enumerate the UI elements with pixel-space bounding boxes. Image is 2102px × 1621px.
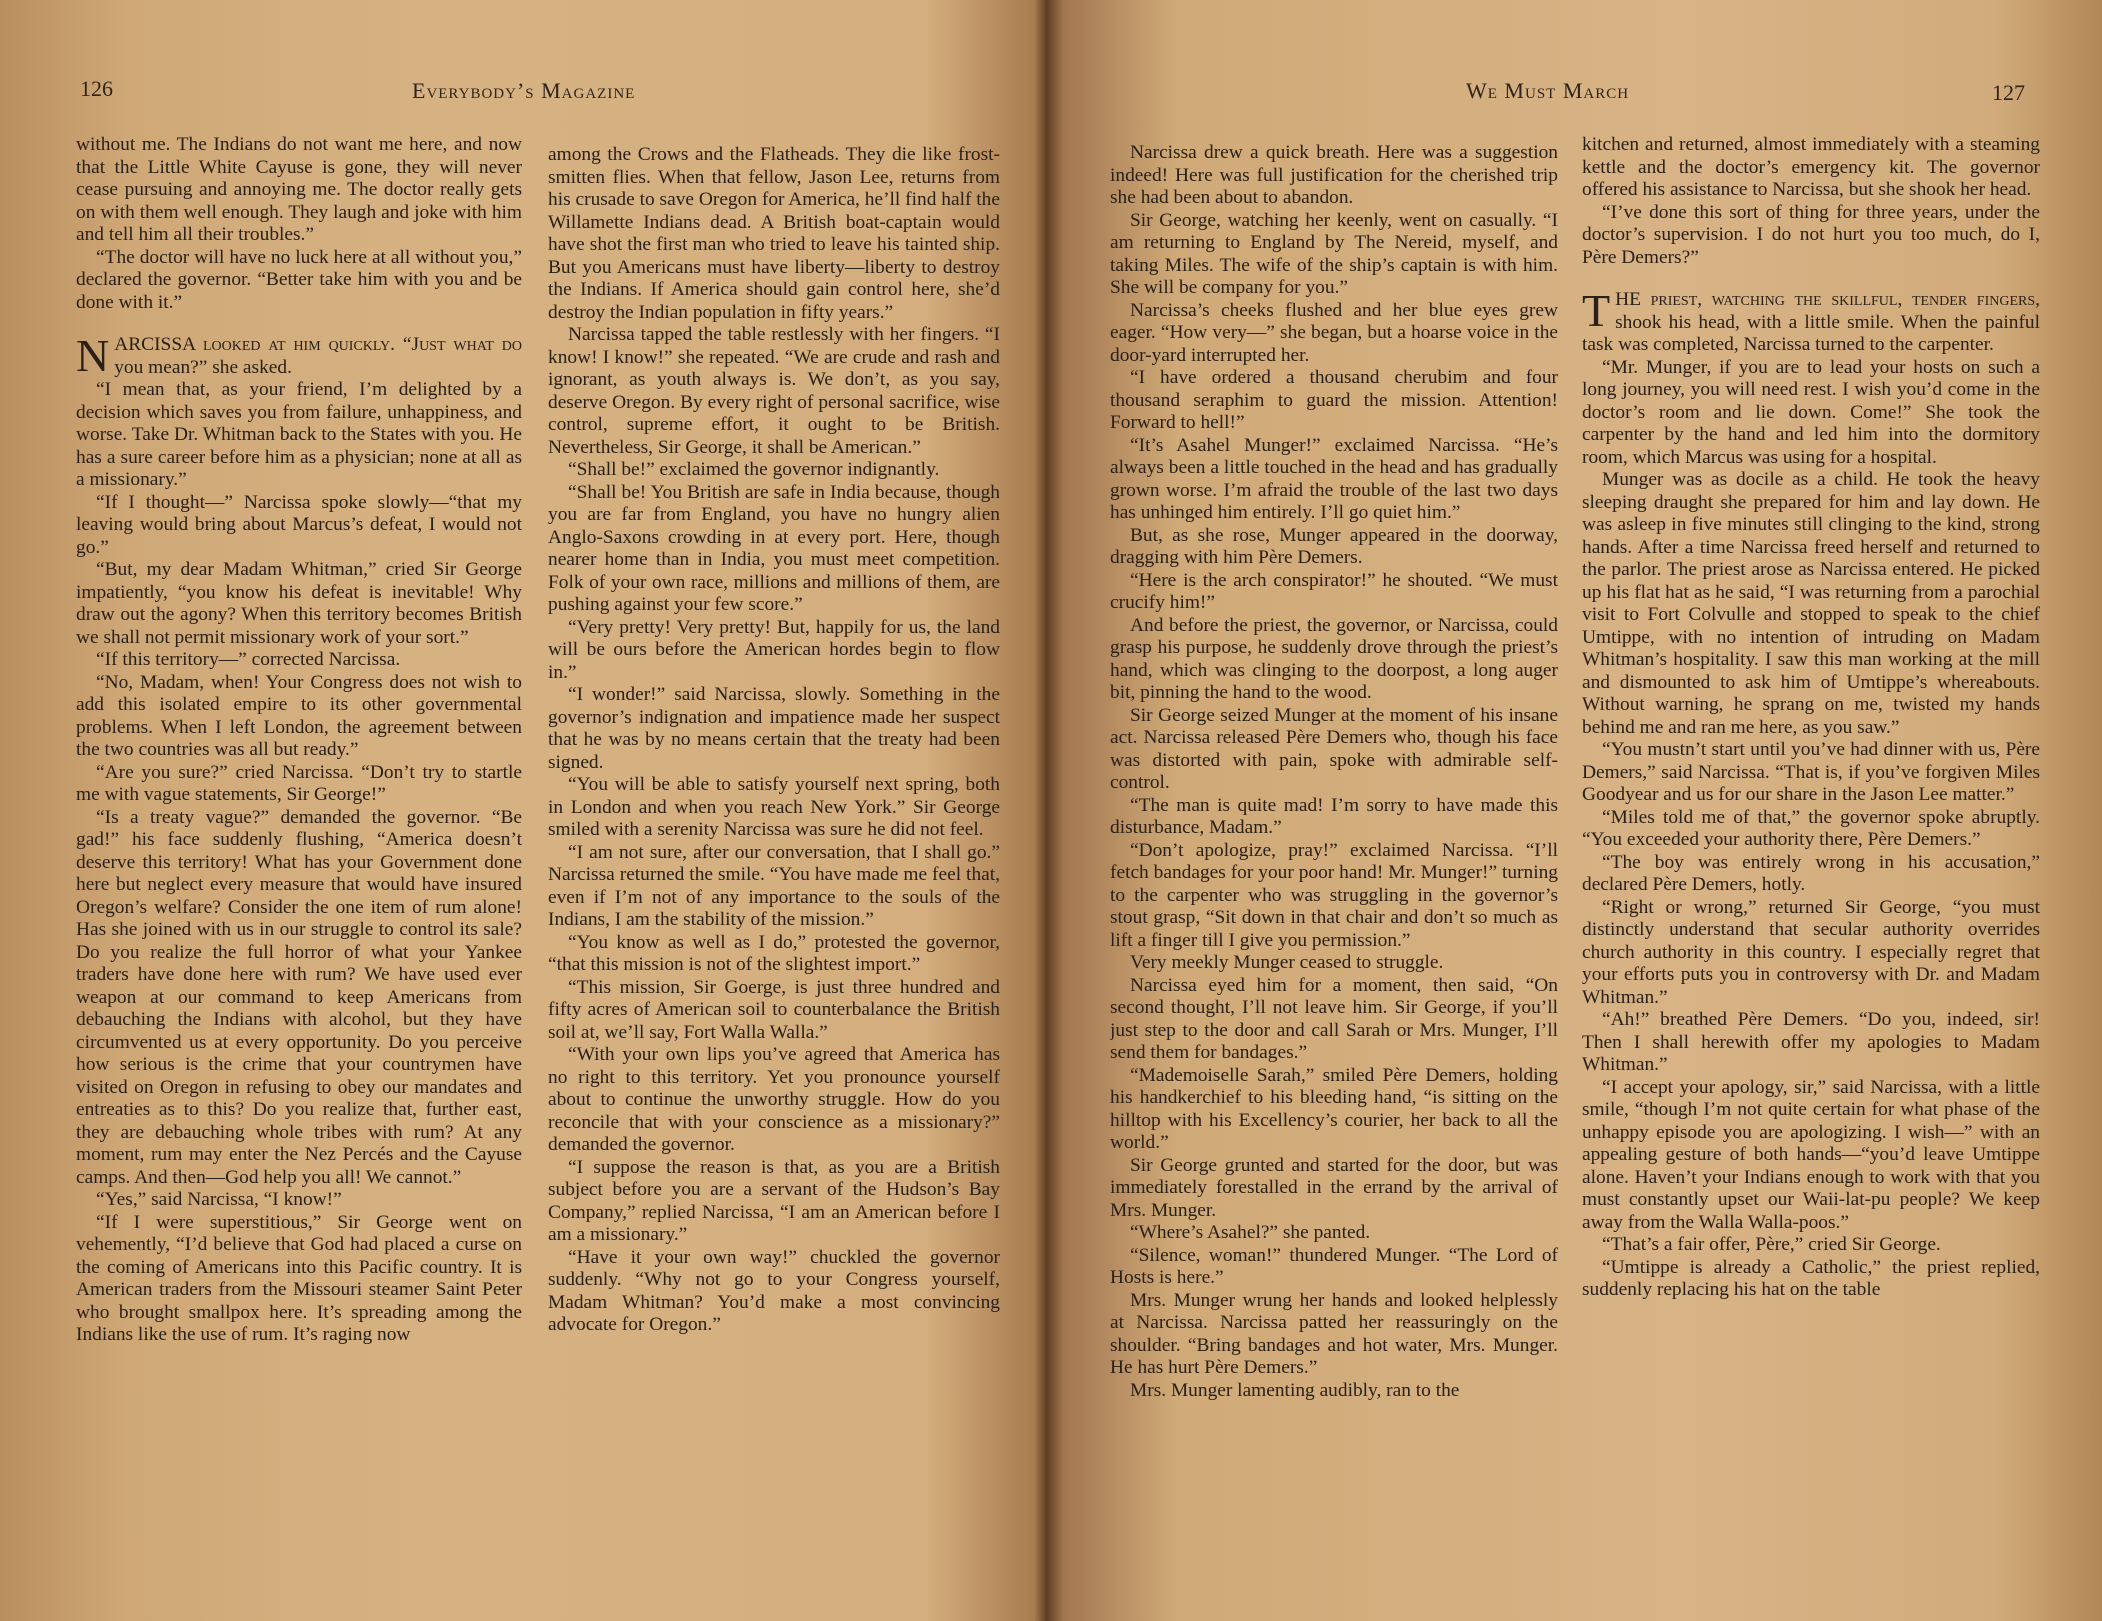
- paragraph: “I accept your apology, sir,” said Narcissa, with a little smile, “though I’m not quite certain for what phase of the unhappy episode you are apologizing. I wish—” with an appealing gesture of both hands—“you’d leave Umtippe alone. Haven’t your Indians enough to work with that you must constantly upset our Waii-lat-pu people? We keep away from the Walla Walla-poos.”: [1582, 1076, 2040, 1233]
- paragraph: “No, Madam, when! Your Congress does not wish to add this isolated empire to its other governmental problems. When I left London, the agreement between the two countries was all but ready.”: [76, 671, 522, 760]
- paragraph: “The man is quite mad! I’m sorry to have made this disturbance, Madam.”: [1110, 794, 1558, 838]
- page-number: 127: [1992, 80, 2025, 105]
- paragraph: “I mean that, as your friend, I’m delighted by a decision which saves you from failure, unhappiness, and worse. Take Dr. Whitman back to the States with you. He has a sure career before him as a physician; none at all as a missionary.”: [76, 379, 522, 490]
- running-head: We Must March: [1466, 78, 1630, 103]
- paragraph: “If this territory—” corrected Narcissa.: [96, 649, 401, 670]
- paragraph: But, as she rose, Munger appeared in the doorway, dragging with him Père Demers.: [1110, 524, 1558, 568]
- paragraph: “Right or wrong,” returned Sir George, “you must distinctly understand that secular authority overrides church authority in this country. I especially regret that your efforts puts you in controversy with Dr. and Madam Whitman.”: [1582, 896, 2040, 1008]
- paragraph: Sir George, watching her keenly, went on casually. “I am returning to England by The Nereid, myself, and taking Miles. The wife of the ship’s captain is with him. She will be company for you.”: [1110, 209, 1558, 298]
- paragraph: “With your own lips you’ve agreed that America has no right to this territory. Yet you pronounce yourself about to continue the unworthy struggle. How do you reconcile that with your conscience as a missionary?” demanded the governor.: [548, 1044, 1000, 1155]
- paragraph: “You mustn’t start until you’ve had dinner with us, Père Demers,” said Narcissa. “That is, if you’ve forgiven Miles Goodyear and us for our share in the Jason Lee matter.”: [1582, 739, 2040, 805]
- paragraph: “Miles told me of that,” the governor spoke abruptly. “You exceeded your authority there, Père Demers.”: [1582, 806, 2040, 850]
- paragraph: THE priest, watching the skillful, tender fingers, shook his head, with a little smile. When the painful task was completed, Narcissa turned to the carpenter.: [1582, 285, 2040, 355]
- paragraph: “The doctor will have no luck here at all without you,” declared the governor. “Better take him with you and be done with it.”: [76, 246, 522, 313]
- text-column: [1110, 142, 1558, 1562]
- paragraph: Narcissa’s cheeks flushed and her blue eyes grew eager. “How very—” she began, but a hoarse voice in the door-yard interrupted her.: [1110, 299, 1558, 366]
- paragraph: “I’ve done this sort of thing for three years, under the doctor’s supervision. I do not hurt you too much, do I, Père Demers?”: [1582, 201, 2040, 268]
- paragraph: “Don’t apologize, pray!” exclaimed Narcissa. “I’ll fetch bandages for your poor hand! Mr. Munger!” turning to the carpenter who was struggling in the governor’s stout grasp, “Sit down in that chair and don’t so much as lift a finger till I give you permission.”: [1110, 839, 1558, 951]
- paragraph: Very meekly Munger ceased to struggle.: [1130, 952, 1444, 973]
- text-column: [1582, 134, 2040, 1554]
- paragraph: “Where’s Asahel?” she panted.: [1130, 1222, 1371, 1243]
- paragraph: “I suppose the reason is that, as you are a British subject before you are a servant of the Hudson’s Bay Company,” replied Narcissa, “I am an American before I am a missionary.”: [548, 1156, 1000, 1245]
- left-page: [0, 0, 1046, 1621]
- paragraph: “Mademoiselle Sarah,” smiled Père Demers, holding his handkerchief to his bleeding hand, “is sitting on the hilltop with his Excellency’s courier, her back to all the world.”: [1110, 1064, 1558, 1153]
- paragraph: “I have ordered a thousand cherubim and four thousand seraphim to guard the mission. Attention! Forward to hell!”: [1110, 367, 1558, 433]
- paragraph: “This mission, Sir Goerge, is just three hundred and fifty acres of American soil to counterbalance the British soil at, we’ll say, Fort Walla Walla.”: [548, 976, 1000, 1043]
- paragraph: “If I were superstitious,” Sir George went on vehemently, “I’d believe that God had placed a curse on the coming of Americans into this Pacific country. It is American traders from the Missouri steamer Saint Peter who brought smallpox here. It’s spreading among the Indians like the use of rum. It’s raging now: [76, 1211, 522, 1345]
- paragraph: “I am not sure, after our conversation, that I shall go.” Narcissa returned the smile. “You have made me feel that, even if I’m not of any importance to the souls of the Indians, I am the stability of the mission.”: [548, 841, 1000, 930]
- paragraph: “The boy was entirely wrong in his accusation,” declared Père Demers, hotly.: [1582, 851, 2040, 895]
- text-column: [548, 144, 1000, 1554]
- paragraph: “Umtippe is already a Catholic,” the priest replied, suddenly replacing his hat on the table: [1582, 1256, 2040, 1300]
- paragraph: Munger was as docile as a child. He took the heavy sleeping draught she prepared for him and lay down. He was asleep in five minutes still clinging to the kind, strong hands. After a time Narcissa freed herself and returned to the parlor. The priest arose as Narcissa entered. He picked up his flat hat as he said, “I was returning from a parochial visit to Fort Colvulle and stopped to speak to the chief Umtippe, with no intention of intruding on Madam Whitman’s hospitality. I saw this man working at the mill and dismounted to ask him of Umtippe’s whereabouts. Without warning, he sprang on me, twisted my hands behind me and ran me here, as you saw.”: [1582, 469, 2040, 738]
- paragraph: Sir George grunted and started for the door, but was immediately forestalled in the errand by the arrival of Mrs. Munger.: [1110, 1154, 1558, 1221]
- paragraph: “You know as well as I do,” protested the governor, “that this mission is not of the slightest import.”: [548, 931, 1000, 975]
- paragraph: “Very pretty! Very pretty! But, happily for us, the land will be ours before the American hordes begin to flow in.”: [548, 616, 1000, 683]
- page-number: 126: [80, 76, 113, 101]
- paragraph: “Silence, woman!” thundered Munger. “The Lord of Hosts is here.”: [1110, 1244, 1558, 1288]
- paragraph: “Shall be!” exclaimed the governor indignantly.: [568, 459, 940, 480]
- paragraph: Sir George seized Munger at the moment of his insane act. Narcissa released Père Demers who, though his face was distorted with pain, spoke with admirable self-control.: [1110, 704, 1558, 793]
- paragraph: “I wonder!” said Narcissa, slowly. Something in the governor’s indignation and impatience made her suspect that he was by no means certain that the treaty had been signed.: [548, 684, 1000, 773]
- paragraph: “You will be able to satisfy yourself next spring, both in London and when you reach New York.” Sir George smiled with a serenity Narcissa was sure he did not feel.: [548, 774, 1000, 840]
- paragraph: “Shall be! You British are safe in India because, though you are far from England, you have no hungry alien Anglo-Saxons crowding in at every port. Here, though nearer home than in India, you must meet competition. Folk of your own race, millions and millions of them, are pushing against your few score.”: [548, 481, 1000, 615]
- paragraph: “Is a treaty vague?” demanded the governor. “Be gad!” his face suddenly flushing, “America doesn’t deserve this territory! What has your Government done here but neglect every measure that would have insured Oregon’s welfare? Consider the one item of rum alone! Has she joined with us in our struggle to control its sale? Do you realize the full horror of what your Yankee traders have done here with rum? We have used ever weapon at our command to keep Americans from debauching the Indians with alcohol, but they have circumvented us at every opportunity. Do you perceive how serious is the crime that your countrymen have visited on Oregon in refusing to obey our mandates and entreaties as to this? Do you realize that, further east, they are debauching whole tribes with rum? At any moment, rum may enter the Nez Percés and the Cayuse camps. And then—God help you all! We cannot.”: [76, 806, 522, 1188]
- paragraph: kitchen and returned, almost immediately with a steaming kettle and the doctor’s emergency kit. The governor offered his assistance to Narcissa, but she shook her head.: [1582, 134, 2040, 200]
- paragraph: And before the priest, the governor, or Narcissa, could grasp his purpose, he suddenly drove through the priest’s hand, which was clinging to the doorpost, a long auger bit, pinning the hand to the wood.: [1110, 614, 1558, 703]
- paragraph: “Ah!” breathed Père Demers. “Do you, indeed, sir! Then I shall herewith offer my apologies to Madam Whitman.”: [1582, 1009, 2040, 1075]
- paragraph: “If I thought—” Narcissa spoke slowly—“that my leaving would bring about Marcus’s defeat, I would not go.”: [76, 491, 522, 558]
- paragraph: without me. The Indians do not want me here, and now that the Little White Cayuse is gone, they will never cease pursuing and annoying me. The doctor really gets on with them well enough. They laugh and joke with him and tell him all their troubles.”: [76, 134, 522, 245]
- right-page: [1046, 0, 2102, 1621]
- paragraph: “Are you sure?” cried Narcissa. “Don’t try to startle me with vague statements, Sir George!”: [76, 761, 522, 805]
- running-head: Everybody’s Magazine: [412, 78, 636, 103]
- paragraph: Mrs. Munger lamenting audibly, ran to the: [1130, 1379, 1460, 1401]
- text-column: [76, 134, 522, 1554]
- paragraph: “Mr. Munger, if you are to lead your hosts on such a long journey, you will need rest. I wish you’d come in the doctor’s room and lie down. Come!” She took the carpenter by the hand and led him into the dormitory room, which Marcus was using for a hospital.: [1582, 356, 2040, 468]
- paragraph: NARCISSA looked at him quickly. “Just what do you mean?” she asked.: [76, 330, 522, 381]
- paragraph: “Here is the arch conspirator!” he shouted. “We must crucify him!”: [1110, 569, 1558, 613]
- paragraph: “That’s a fair offer, Père,” cried Sir George.: [1602, 1234, 1941, 1255]
- paragraph: among the Crows and the Flatheads. They die like frost-smitten flies. When that fellow, Jason Lee, returns from his crusade to save Oregon for America, he’ll find half the Willamette Indians dead. A British boat-captain would have shot the first man who tried to leave his tainted ship. But you Americans must have liberty—liberty to destroy the Indians. If America should gain control here, she’d destroy the Indian population in fifty years.”: [548, 144, 1000, 323]
- paragraph: Narcissa eyed him for a moment, then said, “On second thought, I’ll not leave him. Sir George, if you’ll just step to the door and call Sarah or Mrs. Munger, I’ll send them for bandages.”: [1110, 974, 1558, 1063]
- paragraph: “Yes,” said Narcissa, “I know!”: [96, 1189, 342, 1210]
- paragraph: Mrs. Munger wrung her hands and looked helplessly at Narcissa. Narcissa patted her reassuringly on the shoulder. “Bring bandages and hot water, Mrs. Munger. He has hurt Père Demers.”: [1110, 1289, 1558, 1378]
- paragraph: “Have it your own way!” chuckled the governor suddenly. “Why not go to your Congress yourself, Madam Whitman? You’d make a most convincing advocate for Oregon.”: [548, 1246, 1000, 1335]
- paragraph: Narcissa drew a quick breath. Here was a suggestion indeed! Here was full justification for the cherished trip she had been about to abandon.: [1110, 142, 1558, 208]
- paragraph: Narcissa tapped the table restlessly with her fingers. “I know! I know!” she repeated. “We are crude and rash and ignorant, as youth always is. We don’t, as you say, deserve Oregon. By every right of personal sacrifice, wise control, supreme effort, it ought to be British. Nevertheless, Sir George, it shall be American.”: [548, 324, 1000, 458]
- paragraph: “It’s Asahel Munger!” exclaimed Narcissa. “He’s always been a little touched in the head and has gradually grown worse. I’m afraid the trouble of the last two days has unhinged him entirely. I’ll go quiet him.”: [1110, 434, 1558, 523]
- paragraph: “But, my dear Madam Whitman,” cried Sir George impatiently, “you know his defeat is inevitable! Why draw out the agony? When this territory becomes British we shall not permit missionary work of your sort.”: [76, 559, 522, 648]
